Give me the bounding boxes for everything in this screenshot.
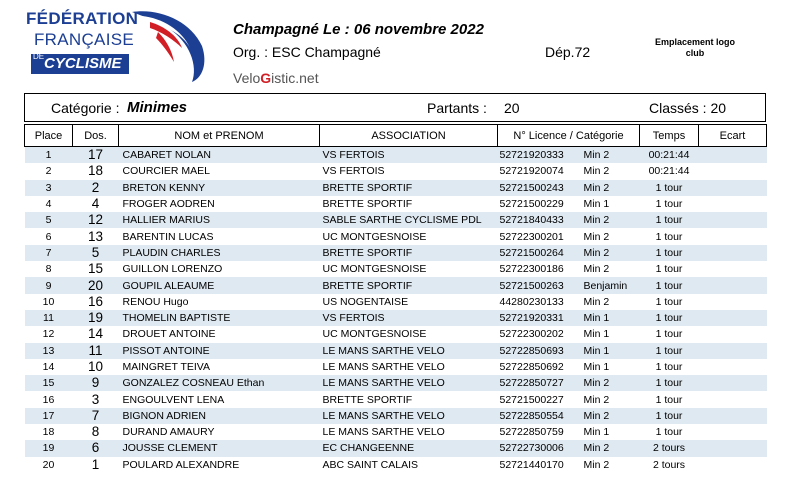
cell-place: 11 <box>25 310 73 326</box>
cell-place: 2 <box>25 163 73 179</box>
cell-association: LE MANS SARTHE VELO <box>320 424 498 440</box>
cell-name: JOUSSE CLEMENT <box>119 440 320 456</box>
licence-number: 52722850692 <box>499 361 564 373</box>
cell-place: 9 <box>25 277 73 293</box>
cell-association: SABLE SARTHE CYCLISME PDL <box>320 212 498 228</box>
organizer: Org. : ESC Champagné <box>233 44 381 60</box>
licence-number: 52722300186 <box>499 263 564 276</box>
licence-category: Min 2 <box>583 246 610 259</box>
cell-licence <box>498 245 640 261</box>
cell-ecart <box>699 408 767 424</box>
cell-licence <box>498 277 640 293</box>
cell-name: HALLIER MARIUS <box>119 212 320 228</box>
cell-temps: 1 tour <box>640 261 699 277</box>
cell-dossard: 13 <box>73 228 119 244</box>
category-value: Minimes <box>127 99 188 116</box>
partants-value: 20 <box>504 100 520 116</box>
table-row <box>25 196 767 212</box>
cell-name: THOMELIN BAPTISTE <box>119 310 320 326</box>
cell-ecart <box>699 424 767 440</box>
cell-name: MAINGRET TEIVA <box>119 359 320 375</box>
cell-ecart <box>699 277 767 293</box>
cell-licence <box>498 343 640 359</box>
cell-place: 3 <box>25 180 73 196</box>
cell-place: 12 <box>25 326 73 342</box>
table-row <box>25 245 767 261</box>
cell-place: 6 <box>25 228 73 244</box>
licence-category: Min 1 <box>583 361 610 373</box>
cell-place: 1 <box>25 147 73 164</box>
cell-temps: 00:21:44 <box>640 147 699 164</box>
cell-ecart <box>699 457 767 473</box>
cell-dossard: 4 <box>73 196 119 212</box>
cell-name: CABARET NOLAN <box>119 147 320 164</box>
results-body <box>25 147 767 473</box>
cell-ecart <box>699 326 767 342</box>
column-header-name: NOM et PRENOM <box>119 125 320 147</box>
table-row <box>25 228 767 244</box>
cell-temps: 1 tour <box>640 196 699 212</box>
licence-category: Min 2 <box>583 230 610 243</box>
cell-place: 20 <box>25 457 73 473</box>
cell-temps: 1 tour <box>640 424 699 440</box>
cell-dossard: 3 <box>73 391 119 407</box>
licence-category: Min 2 <box>583 295 610 308</box>
cell-dossard: 14 <box>73 326 119 342</box>
velogistic-part-b: G <box>260 70 272 86</box>
cell-dossard: 10 <box>73 359 119 375</box>
table-row <box>25 440 767 456</box>
licence-category: Min 1 <box>583 198 610 211</box>
licence-number: 52722850693 <box>499 344 564 357</box>
cell-association: LE MANS SARTHE VELO <box>320 375 498 391</box>
column-header-licence: N° Licence / Catégorie <box>498 125 640 147</box>
table-row <box>25 391 767 407</box>
column-header-association: ASSOCIATION <box>320 125 498 147</box>
department: Dép.72 <box>545 44 591 60</box>
licence-number: 52722850759 <box>499 426 564 439</box>
cell-ecart <box>699 261 767 277</box>
licence-number: 52721920333 <box>499 149 564 162</box>
cell-dossard: 5 <box>73 245 119 261</box>
cell-place: 18 <box>25 424 73 440</box>
velogistic-logo <box>233 70 319 86</box>
cell-temps: 2 tours <box>640 457 699 473</box>
cell-name: DROUET ANTOINE <box>119 326 320 342</box>
cell-place: 8 <box>25 261 73 277</box>
cell-name: BARENTIN LUCAS <box>119 228 320 244</box>
cell-licence <box>498 408 640 424</box>
column-header-dossard: Dos. <box>73 125 119 147</box>
cell-dossard: 15 <box>73 261 119 277</box>
cell-temps: 1 tour <box>640 180 699 196</box>
licence-category: Min 1 <box>583 426 610 439</box>
table-row <box>25 261 767 277</box>
table-row <box>25 359 767 375</box>
cell-dossard: 17 <box>73 147 119 164</box>
cell-ecart <box>699 196 767 212</box>
licence-number: 52722850554 <box>499 409 564 422</box>
cell-place: 13 <box>25 343 73 359</box>
cell-dossard: 20 <box>73 277 119 293</box>
licence-number: 52722300202 <box>499 328 564 341</box>
cell-temps: 1 tour <box>640 408 699 424</box>
cell-dossard: 11 <box>73 343 119 359</box>
cell-name: ENGOULVENT LENA <box>119 391 320 407</box>
cell-licence <box>498 375 640 391</box>
cell-ecart <box>699 375 767 391</box>
cell-dossard: 7 <box>73 408 119 424</box>
logo-text-de: DE <box>33 52 45 61</box>
licence-number: 52721920331 <box>499 312 564 325</box>
cell-association: VS FERTOIS <box>320 163 498 179</box>
cell-name: BIGNON ADRIEN <box>119 408 320 424</box>
licence-category: Min 2 <box>583 181 610 194</box>
cell-ecart <box>699 147 767 164</box>
table-row <box>25 294 767 310</box>
cell-ecart <box>699 440 767 456</box>
cell-dossard: 19 <box>73 310 119 326</box>
cell-licence <box>498 228 640 244</box>
cell-dossard: 6 <box>73 440 119 456</box>
cell-licence <box>498 310 640 326</box>
cell-name: GONZALEZ COSNEAU Ethan <box>119 375 320 391</box>
cell-place: 14 <box>25 359 73 375</box>
cell-dossard: 18 <box>73 163 119 179</box>
cell-licence <box>498 212 640 228</box>
cell-name: BRETON KENNY <box>119 180 320 196</box>
table-row <box>25 424 767 440</box>
cell-name: COURCIER MAEL <box>119 163 320 179</box>
licence-category: Min 2 <box>583 165 610 178</box>
cell-ecart <box>699 228 767 244</box>
table-row <box>25 180 767 196</box>
cell-name: GOUPIL ALEAUME <box>119 277 320 293</box>
cell-association: LE MANS SARTHE VELO <box>320 359 498 375</box>
cell-ecart <box>699 245 767 261</box>
cell-association: VS FERTOIS <box>320 310 498 326</box>
cell-licence <box>498 457 640 473</box>
cell-association: BRETTE SPORTIF <box>320 277 498 293</box>
cell-association: BRETTE SPORTIF <box>320 196 498 212</box>
cell-place: 7 <box>25 245 73 261</box>
licence-category: Min 2 <box>583 393 610 406</box>
licence-number: 52722850727 <box>499 377 564 390</box>
cell-licence <box>498 196 640 212</box>
cell-licence <box>498 359 640 375</box>
table-row <box>25 147 767 164</box>
licence-category: Min 1 <box>583 328 610 341</box>
cell-ecart <box>699 212 767 228</box>
cell-name: PLAUDIN CHARLES <box>119 245 320 261</box>
licence-number: 52722730006 <box>499 442 564 455</box>
table-row <box>25 408 767 424</box>
cell-temps: 00:21:44 <box>640 163 699 179</box>
cell-temps: 1 tour <box>640 359 699 375</box>
logo-text-cyclisme: CYCLISME <box>44 55 122 72</box>
cell-temps: 2 tours <box>640 440 699 456</box>
licence-number: 52722300201 <box>499 230 564 243</box>
cell-licence <box>498 294 640 310</box>
category-info-bar <box>24 93 766 122</box>
cell-association: UC MONTGESNOISE <box>320 228 498 244</box>
cell-association: EC CHANGEENNE <box>320 440 498 456</box>
cell-licence <box>498 261 640 277</box>
club-logo-placeholder: Emplacement logo club <box>654 37 735 58</box>
licence-category: Min 2 <box>583 149 610 162</box>
cell-temps: 1 tour <box>640 277 699 293</box>
licence-category: Min 2 <box>583 214 610 227</box>
licence-number: 52721920074 <box>499 165 564 178</box>
table-row <box>25 326 767 342</box>
cell-name: POULARD ALEXANDRE <box>119 457 320 473</box>
cell-ecart <box>699 359 767 375</box>
cell-association: BRETTE SPORTIF <box>320 245 498 261</box>
column-header-ecart: Ecart <box>699 125 767 147</box>
logo-text-francaise: FRANÇAISE <box>34 30 134 49</box>
cell-association: LE MANS SARTHE VELO <box>320 408 498 424</box>
licence-number: 52721500227 <box>499 393 564 406</box>
event-title: Champagné Le : 06 novembre 2022 <box>233 21 484 38</box>
table-row <box>25 277 767 293</box>
licence-number: 52721840433 <box>499 214 564 227</box>
cell-temps: 1 tour <box>640 326 699 342</box>
cell-licence <box>498 440 640 456</box>
licence-category: Min 2 <box>583 458 610 471</box>
cell-temps: 1 tour <box>640 375 699 391</box>
cell-place: 4 <box>25 196 73 212</box>
cell-licence <box>498 391 640 407</box>
column-header-temps: Temps <box>640 125 699 147</box>
cell-ecart <box>699 294 767 310</box>
table-row <box>25 212 767 228</box>
cell-dossard: 9 <box>73 375 119 391</box>
licence-category: Min 2 <box>583 409 610 422</box>
cell-association: UC MONTGESNOISE <box>320 326 498 342</box>
cell-temps: 1 tour <box>640 391 699 407</box>
cell-name: DURAND AMAURY <box>119 424 320 440</box>
licence-category: Min 2 <box>583 442 610 455</box>
licence-number: 52721500264 <box>499 246 564 259</box>
classes-count: Classés : 20 <box>649 100 727 116</box>
partants-label: Partants : <box>427 100 487 116</box>
licence-number: 52721440170 <box>499 458 564 471</box>
cell-dossard: 2 <box>73 180 119 196</box>
table-row <box>25 375 767 391</box>
cell-temps: 1 tour <box>640 343 699 359</box>
cell-ecart <box>699 163 767 179</box>
velogistic-part-a: Velo <box>233 70 261 86</box>
licence-number: 52721500243 <box>499 181 564 194</box>
cell-association: ABC SAINT CALAIS <box>320 457 498 473</box>
cell-name: GUILLON LORENZO <box>119 261 320 277</box>
licence-category: Min 1 <box>583 344 610 357</box>
cell-ecart <box>699 391 767 407</box>
cell-ecart <box>699 343 767 359</box>
column-header-place: Place <box>25 125 73 147</box>
cell-name: RENOU Hugo <box>119 294 320 310</box>
cell-temps: 1 tour <box>640 228 699 244</box>
cell-association: VS FERTOIS <box>320 147 498 164</box>
cell-association: BRETTE SPORTIF <box>320 391 498 407</box>
licence-number: 52721500229 <box>499 198 564 211</box>
licence-category: Min 2 <box>583 263 610 276</box>
cell-place: 5 <box>25 212 73 228</box>
cell-licence <box>498 180 640 196</box>
cell-place: 15 <box>25 375 73 391</box>
cell-temps: 1 tour <box>640 212 699 228</box>
cell-temps: 1 tour <box>640 310 699 326</box>
cell-licence <box>498 147 640 164</box>
cell-ecart <box>699 310 767 326</box>
table-row <box>25 457 767 473</box>
cell-temps: 1 tour <box>640 294 699 310</box>
cell-name: FROGER AODREN <box>119 196 320 212</box>
cell-name: PISSOT ANTOINE <box>119 343 320 359</box>
cell-dossard: 8 <box>73 424 119 440</box>
cell-association: US NOGENTAISE <box>320 294 498 310</box>
cell-licence <box>498 424 640 440</box>
logo-text-federation: FÉDÉRATION <box>26 9 139 28</box>
cell-licence <box>498 163 640 179</box>
cell-place: 10 <box>25 294 73 310</box>
cell-place: 16 <box>25 391 73 407</box>
cell-dossard: 12 <box>73 212 119 228</box>
cell-association: BRETTE SPORTIF <box>320 180 498 196</box>
cell-association: UC MONTGESNOISE <box>320 261 498 277</box>
table-row <box>25 163 767 179</box>
cell-place: 17 <box>25 408 73 424</box>
licence-category: Benjamin <box>583 279 628 292</box>
velogistic-part-c: istic.net <box>271 70 319 86</box>
cell-association: LE MANS SARTHE VELO <box>320 343 498 359</box>
logo-swoosh-icon <box>128 6 218 86</box>
cell-place: 19 <box>25 440 73 456</box>
licence-number: 52721500263 <box>499 279 564 292</box>
category-label: Catégorie : <box>51 100 120 116</box>
cell-dossard: 1 <box>73 457 119 473</box>
licence-category: Min 2 <box>583 377 610 390</box>
cell-ecart <box>699 180 767 196</box>
licence-category: Min 1 <box>583 312 610 325</box>
cell-temps: 1 tour <box>640 245 699 261</box>
results-table <box>24 124 767 473</box>
cell-dossard: 16 <box>73 294 119 310</box>
table-row <box>25 343 767 359</box>
licence-number: 44280230133 <box>499 295 564 308</box>
table-row <box>25 310 767 326</box>
table-header-row <box>25 125 767 147</box>
cell-licence <box>498 326 640 342</box>
